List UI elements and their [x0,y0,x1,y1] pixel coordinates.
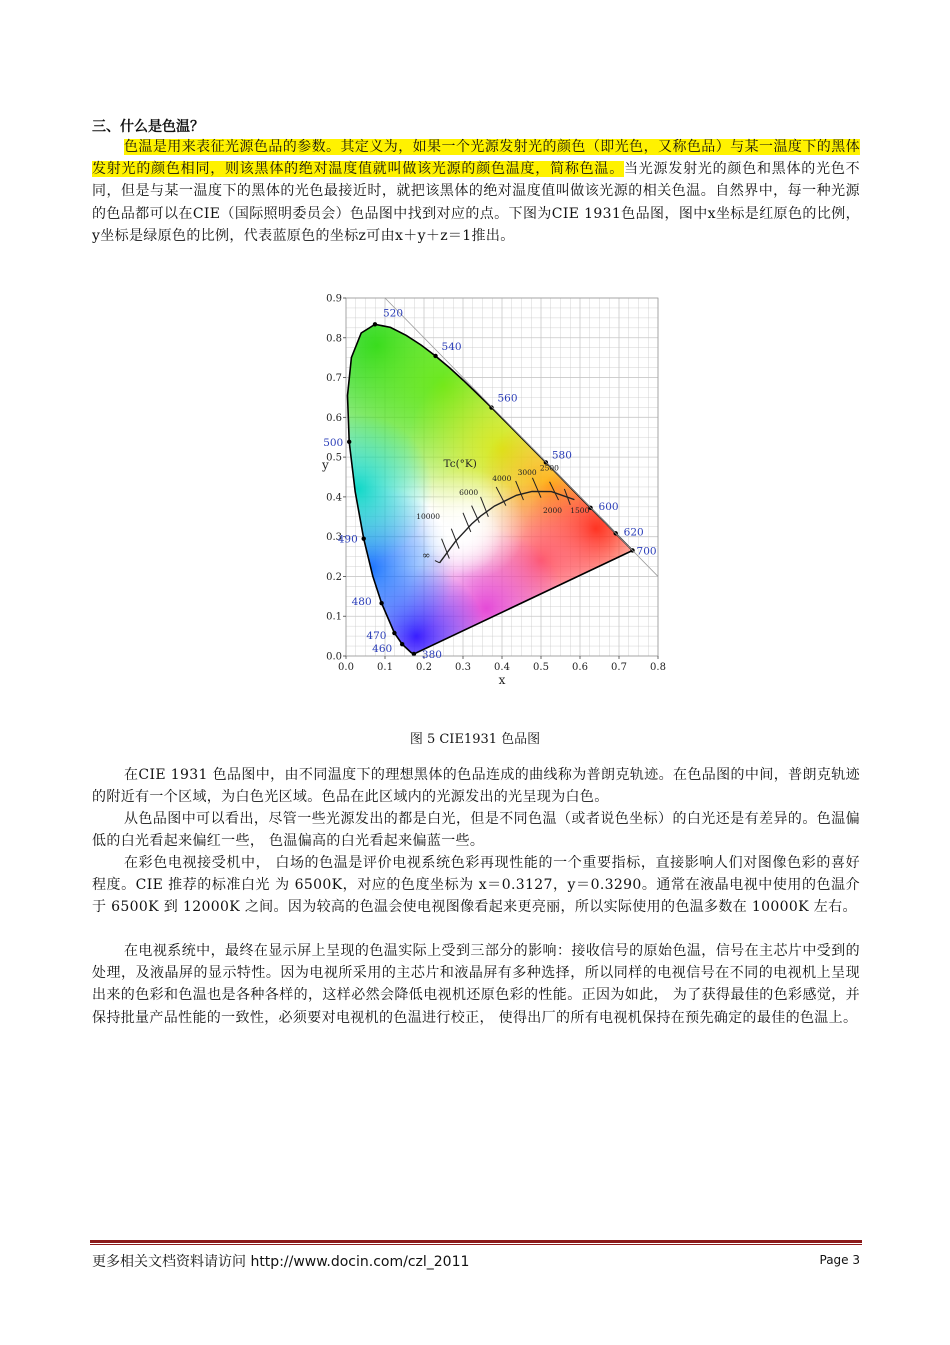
page-number: Page 3 [819,1253,860,1267]
y-tick-label: 0.0 [326,651,342,663]
wavelength-marker [347,440,351,444]
chart-svg [318,290,670,690]
paragraph-color-temperature-definition [92,136,860,247]
temperature-label: 4000 [492,473,512,483]
paragraph-rest: 当光源发射光的颜色和黑体的光色不同，但是与某一温度下的黑体的光色最接近时，就把该黑体的绝对温度值叫做该光源的相关色温。自然界中，每一种光源的色品都可以在CIE（国际照明委员会）色品图中找到对应的点。下图为CIE 1931色品图，图中x坐标是红原色的比例，y坐标是绿原色的比例，代表蓝原色的坐标z可由x＋y＋z＝1推出。 [92,161,860,244]
x-tick-label: 0.2 [416,662,432,673]
wavelength-label: 460 [372,643,393,656]
paragraph-white-light: 从色品图中可以看出，尽管一些光源发出的都是白光，但是不同色温（或者说色坐标）的白光还是有差异的。色温偏低的白光看起来偏红一些， 色温偏高的白光看起来偏蓝一些。 [92,811,860,850]
temperature-label: 1500 [570,505,590,515]
wavelength-label: 600 [598,500,619,513]
temperature-label: 3000 [517,468,537,478]
x-tick-label: 0.4 [494,662,510,673]
wavelength-label: 620 [623,526,644,539]
wavelength-marker [489,405,493,409]
wavelength-label: 560 [497,392,518,405]
y-tick-label: 0.4 [326,492,342,504]
temperature-label: 2000 [542,505,563,515]
y-tick-label: 0.1 [326,611,342,623]
paragraph-tv-system: 在电视系统中，最终在显示屏上呈现的色温实际上受到三部分的影响：接收信号的原始色温，信号在主芯片中受到的处理，及液晶屏的显示特性。因为电视所采用的主芯片和液晶屏有多种选择，所以同样的电视信号在不同的电视机上呈现出来的色彩和色温也是各种各样的，这样必然会降低电视机还原色彩的性能。正因为如此， 为了获得最佳的色彩感觉，并保持批量产品性能的一致性，必须要对电视机的色温进行校正， 使得出厂的所有电视机保持在预先确定的最佳的色温上。 [92,943,860,1026]
wavelength-marker [379,601,383,605]
footer-rule-thin [90,1244,862,1245]
y-tick-label: 0.6 [326,412,342,424]
wavelength-label: 380 [421,649,442,662]
highlighted-definition: 色温是用来表征光源色品的参数。其定义为，如果一个光源发射光的颜色（即光色，又称色品）与某一温度下的黑体发射光的颜色相同，则该黑体的绝对温度值就叫做该光源的颜色温度，简称色温。 [92,139,860,178]
x-tick-label: 0.7 [611,662,627,673]
y-axis-label: y [322,458,329,473]
x-tick-label: 0.6 [572,662,588,673]
paragraph-planckian-locus: 在CIE 1931 色品图中，由不同温度下的理想黑体的色品连成的曲线称为普朗克轨迹。在色品图的中间，普朗克轨迹的附近有一个区域，为白色光区域。色品在此区域内的光源发出的光呈现为白色。 [92,767,860,806]
wavelength-marker [433,354,437,358]
footer-link-text: 更多相关文档资料请访问 http://www.docin.com/czl_2011 [92,1254,470,1270]
paragraph-tv-white-point: 在彩色电视接受机中， 白场的色温是评价电视系统色彩再现性能的一个重要指标，直接影响人们对图像色彩的喜好程度。CIE 推荐的标准白光 为 6500K，对应的色度坐标为 x＝0.3127，y＝0.3290。通常在液晶电视中使用的色温介于 6500K 到 12000K 之间。因为较高的色温会使电视图像看起来更亮丽，所以实际使用的色温多数在 10000K 左右。 [92,855,860,916]
temperature-label: 6000 [459,487,479,497]
wavelength-label: 520 [382,307,404,320]
wavelength-marker [362,536,366,540]
footer-rule [90,1240,862,1243]
wavelength-marker [373,322,377,326]
wavelength-label: 700 [636,545,657,558]
y-tick-label: 0.3 [326,532,342,544]
wavelength-label: 490 [337,533,358,546]
temperature-label: 2500 [539,463,559,473]
section-heading: 三、什么是色温？ [92,119,204,135]
x-tick-label: 0.0 [338,662,354,673]
x-tick-label: 0.5 [533,662,549,673]
wavelength-label: 540 [441,340,462,353]
y-tick-label: 0.9 [326,293,342,305]
wavelength-marker [392,631,396,635]
x-tick-label: 0.1 [377,662,393,673]
x-tick-label: 0.3 [455,662,471,673]
wavelength-label: 480 [351,596,372,609]
x-axis-label: x [498,673,506,687]
wavelength-label: 580 [551,449,572,462]
x-tick-label: 0.8 [650,662,666,673]
y-tick-label: 0.7 [326,373,342,385]
cie1931-chromaticity-diagram [318,290,670,690]
temperature-label: ∞ [422,550,431,562]
temperature-label: 10000 [416,511,441,521]
figure-caption: 图 5 CIE1931 色品图 [409,732,541,747]
y-tick-label: 0.5 [326,452,342,464]
wavelength-marker [400,642,404,646]
wavelength-marker [412,652,416,656]
wavelength-label: 470 [366,630,387,643]
planck-annotation: Tc(°K) [443,458,477,471]
y-tick-label: 0.8 [326,333,342,345]
y-tick-label: 0.2 [326,571,342,583]
wavelength-label: 500 [323,436,344,449]
